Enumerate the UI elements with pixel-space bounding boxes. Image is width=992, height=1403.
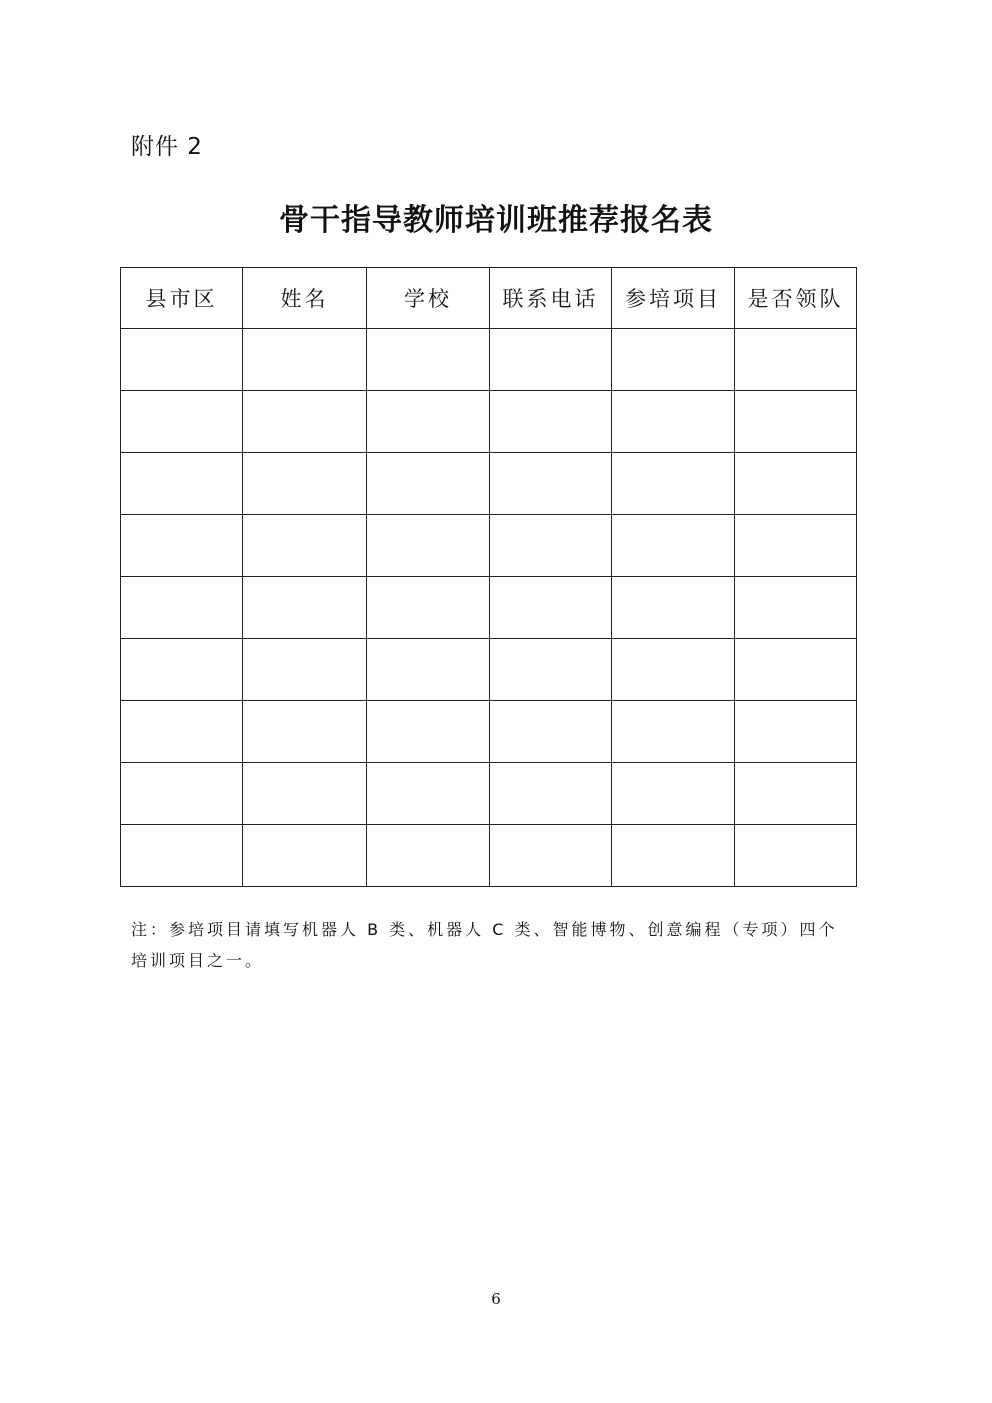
cell-name[interactable]	[243, 701, 367, 763]
cell-school[interactable]	[367, 391, 490, 453]
cell-county[interactable]	[121, 701, 243, 763]
cell-name[interactable]	[243, 391, 367, 453]
cell-team-leader[interactable]	[735, 701, 857, 763]
cell-name[interactable]	[243, 453, 367, 515]
table-row	[121, 577, 857, 639]
header-phone: 联系电话	[490, 268, 612, 329]
cell-phone[interactable]	[490, 639, 612, 701]
cell-county[interactable]	[121, 639, 243, 701]
cell-phone[interactable]	[490, 329, 612, 391]
cell-team-leader[interactable]	[735, 453, 857, 515]
cell-school[interactable]	[367, 577, 490, 639]
table-row	[121, 515, 857, 577]
cell-school[interactable]	[367, 329, 490, 391]
table-row	[121, 763, 857, 825]
header-name: 姓名	[243, 268, 367, 329]
cell-name[interactable]	[243, 763, 367, 825]
page-number: 6	[491, 1290, 501, 1308]
cell-project[interactable]	[612, 515, 735, 577]
cell-project[interactable]	[612, 329, 735, 391]
cell-phone[interactable]	[490, 391, 612, 453]
cell-team-leader[interactable]	[735, 825, 857, 887]
table-row	[121, 329, 857, 391]
cell-project[interactable]	[612, 577, 735, 639]
cell-name[interactable]	[243, 639, 367, 701]
cell-phone[interactable]	[490, 453, 612, 515]
cell-county[interactable]	[121, 825, 243, 887]
table-row	[121, 701, 857, 763]
header-county: 县市区	[121, 268, 243, 329]
table-row	[121, 391, 857, 453]
cell-name[interactable]	[243, 329, 367, 391]
header-team-leader: 是否领队	[735, 268, 857, 329]
cell-phone[interactable]	[490, 825, 612, 887]
cell-county[interactable]	[121, 577, 243, 639]
cell-team-leader[interactable]	[735, 515, 857, 577]
cell-phone[interactable]	[490, 515, 612, 577]
cell-school[interactable]	[367, 825, 490, 887]
table-header-row	[121, 268, 857, 329]
footnote: 注：参培项目请填写机器人 B 类、机器人 C 类、智能博物、创意编程（专项）四个培训项目之一。	[131, 920, 838, 970]
cell-county[interactable]	[121, 453, 243, 515]
cell-name[interactable]	[243, 825, 367, 887]
cell-project[interactable]	[612, 639, 735, 701]
cell-phone[interactable]	[490, 701, 612, 763]
cell-county[interactable]	[121, 763, 243, 825]
cell-project[interactable]	[612, 763, 735, 825]
cell-name[interactable]	[243, 577, 367, 639]
cell-team-leader[interactable]	[735, 391, 857, 453]
cell-county[interactable]	[121, 515, 243, 577]
cell-phone[interactable]	[490, 577, 612, 639]
header-school: 学校	[367, 268, 490, 329]
form-title: 骨干指导教师培训班推荐报名表	[279, 203, 713, 238]
table-row	[121, 825, 857, 887]
cell-team-leader[interactable]	[735, 329, 857, 391]
attachment-label: 附件 2	[131, 134, 203, 160]
table-body	[121, 329, 857, 887]
registration-table	[120, 267, 857, 887]
cell-project[interactable]	[612, 453, 735, 515]
cell-project[interactable]	[612, 391, 735, 453]
cell-phone[interactable]	[490, 763, 612, 825]
header-project: 参培项目	[612, 268, 735, 329]
cell-school[interactable]	[367, 515, 490, 577]
cell-team-leader[interactable]	[735, 577, 857, 639]
cell-school[interactable]	[367, 763, 490, 825]
cell-school[interactable]	[367, 639, 490, 701]
cell-team-leader[interactable]	[735, 763, 857, 825]
cell-project[interactable]	[612, 701, 735, 763]
table-row	[121, 639, 857, 701]
cell-school[interactable]	[367, 453, 490, 515]
cell-name[interactable]	[243, 515, 367, 577]
cell-school[interactable]	[367, 701, 490, 763]
cell-project[interactable]	[612, 825, 735, 887]
cell-county[interactable]	[121, 391, 243, 453]
table-row	[121, 453, 857, 515]
cell-county[interactable]	[121, 329, 243, 391]
cell-team-leader[interactable]	[735, 639, 857, 701]
